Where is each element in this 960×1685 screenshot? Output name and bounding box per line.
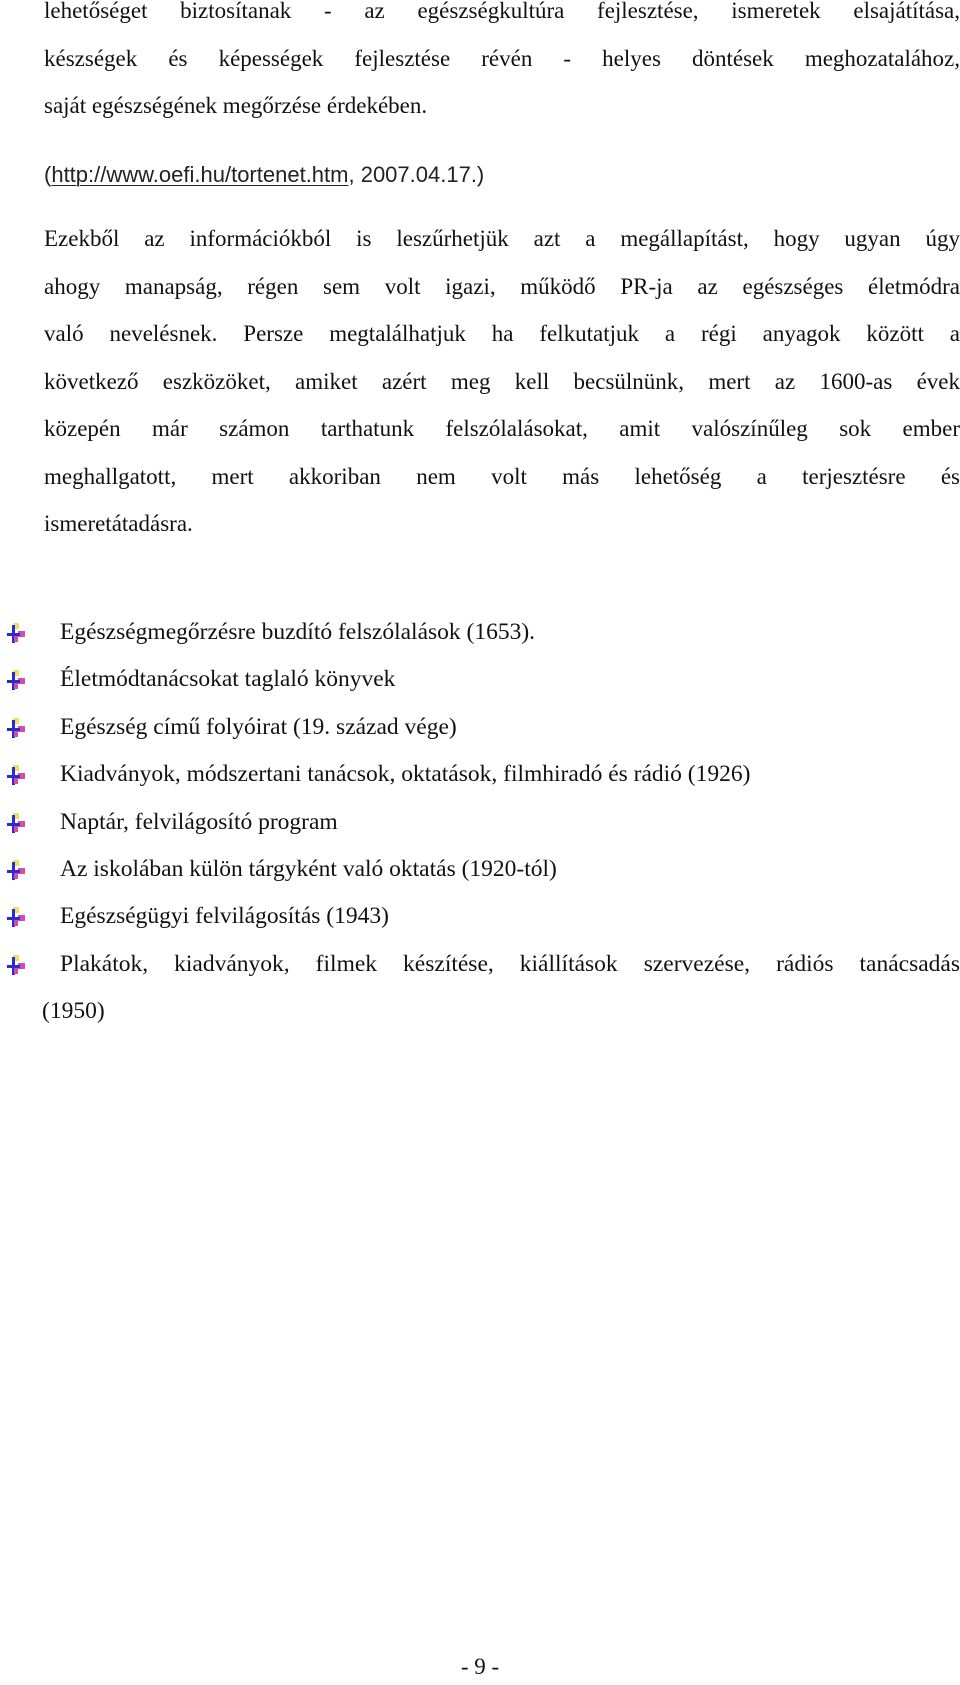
page-number: - 9 -	[460, 1654, 500, 1679]
list-item	[0, 704, 960, 751]
paragraph-line: lehetőséget biztosítanak - az egészségkultúra fejlesztése, ismeretek elsajátítása,	[44, 0, 960, 23]
paragraph-line: való nevelésnek. Persze megtalálhatjuk ha felkutatjuk a régi anyagok között a	[44, 321, 960, 346]
list-item-text: Plakátok, kiadványok, filmek készítése, kiállítások szervezése, rádiós tanácsadás	[60, 950, 960, 977]
citation-open-paren: (	[44, 162, 52, 187]
paragraph-line: készségek és képességek fejlesztése révén - helyes döntések meghozatalához,	[44, 45, 960, 71]
plus-cross-bullet-icon	[4, 717, 26, 739]
paragraph-line: ahogy manapság, régen sem volt igazi, működő PR-ja az egészséges életmódra	[44, 273, 960, 299]
list-item	[0, 609, 960, 656]
list-item-text: Egészségügyi felvilágosítás (1943)	[60, 903, 389, 930]
paragraph-line: meghallgatott, mert akkoriban nem volt más lehetőség a terjesztésre és	[44, 463, 960, 489]
paragraph-line: saját egészségének megőrzése érdekében.	[44, 93, 428, 118]
list-item	[0, 751, 960, 798]
plus-cross-bullet-icon	[4, 954, 26, 976]
citation-link[interactable]: http://www.oefi.hu/tortenet.htm	[51, 162, 349, 187]
list-item-continuation-text: (1950)	[42, 998, 105, 1025]
paragraph-intro	[44, 0, 960, 130]
citation-date: , 2007.04.17.)	[348, 162, 485, 187]
list-item-continuation	[0, 988, 960, 1035]
plus-cross-bullet-icon	[4, 764, 26, 786]
list-item	[0, 846, 960, 893]
paragraph-line: közepén már számon tarthatunk felszólalásokat, amit valószínűleg sok ember	[44, 416, 960, 441]
list-item-text: Naptár, felvilágosító program	[60, 808, 338, 835]
paragraph-line: Ezekből az információkból is leszűrhetjük azt a megállapítást, hogy ugyan úgy	[44, 226, 960, 251]
paragraph-line: következő eszközöket, amiket azért meg kell becsülnünk, mert az 1600-as évek	[44, 368, 960, 394]
list-item-text: Egészség című folyóirat (19. század vége)	[60, 713, 457, 740]
paragraph-line: ismeretátadásra.	[44, 511, 193, 536]
list-item	[0, 941, 960, 988]
paragraph-body	[44, 215, 960, 548]
plus-cross-bullet-icon	[4, 622, 26, 644]
list-item-text: Kiadványok, módszertani tanácsok, oktatások, filmhiradó és rádió (1926)	[60, 761, 751, 788]
plus-cross-bullet-icon	[4, 669, 26, 691]
plus-cross-bullet-icon	[4, 906, 26, 928]
list-item-text: Életmódtanácsokat taglaló könyvek	[60, 666, 396, 693]
list-item-text: Az iskolában külön tárgyként való oktatás (1920-tól)	[60, 855, 557, 882]
list-item	[0, 893, 960, 940]
citation	[44, 160, 484, 190]
plus-cross-bullet-icon	[4, 812, 26, 834]
list-item-text: Egészségmegőrzésre buzdító felszólalások (1653).	[60, 619, 536, 645]
list-item	[0, 799, 960, 846]
list-item	[0, 656, 960, 703]
bullet-list	[0, 609, 960, 1036]
plus-cross-bullet-icon	[4, 859, 26, 881]
